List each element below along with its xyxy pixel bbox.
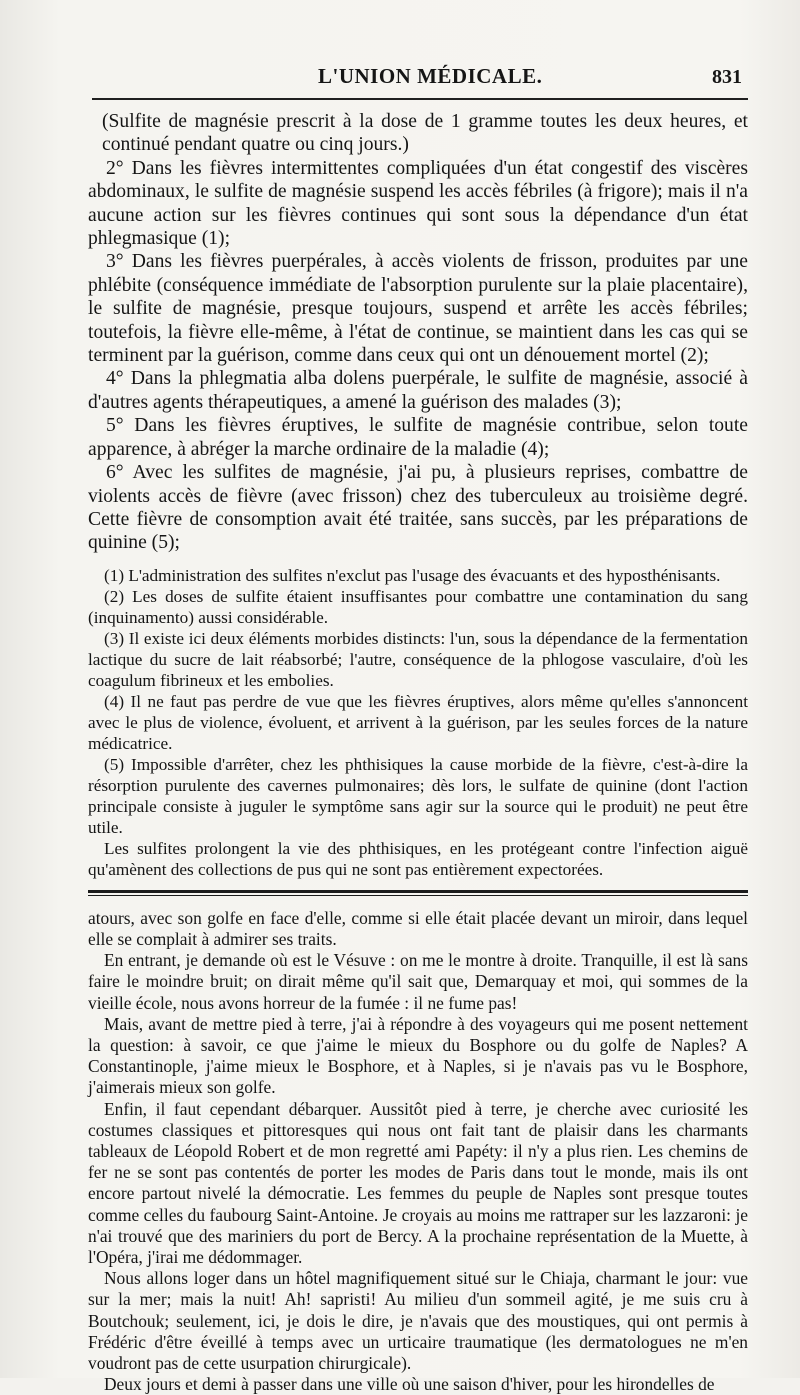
main-text	[88, 110, 748, 555]
paragraph: 2° Dans les fièvres intermittentes compliquées d'un état congestif des viscères abdominaux, le sulfite de magnésie suspend les accès fébriles (à frigore); mais il n'a aucune action sur les fièvres continues qui sont sous la dépendance d'un état phlegmasique (1);	[88, 157, 748, 250]
feuilleton-paragraph: Mais, avant de mettre pied à terre, j'ai à répondre à des voyageurs qui me posent nettement la question: à savoir, ce que j'aime le mieux du Bosphore ou du golfe de Naples? A Constantinople, j'aime mieux le Bosphore, et à Naples, si je n'avais pas vu le Bosphore, j'aimerais mieux son golfe.	[88, 1013, 748, 1098]
feuilleton-paragraph: Deux jours et demi à passer dans une ville où une saison d'hiver, pour les hirondelles de	[104, 1374, 715, 1395]
paragraph: 5° Dans les fièvres éruptives, le sulfite de magnésie contribue, selon toute apparence, à abréger la marche ordinaire de la maladie (4);	[88, 415, 748, 460]
paragraph: 3° Dans les fièvres puerpérales, à accès violents de frisson, produites par une phlébite (conséquence immédiate de l'absorption purulente sur la plaie placentaire), le sulfite de magnésie, presque toujours, suspend et arrête les accès fébriles; toutefois, la fièvre elle-même, à l'état de continue, se maintient dans les cas qui se terminent par la guérison, comme dans ceux qui ont un dénouement mortel (2);	[88, 251, 748, 367]
footnote: (5) Impossible d'arrêter, chez les phthisiques la cause morbide de la fièvre, c'est-à-dire la résorption purulente des cavernes pulmonaires; dès lors, le sulfate de quinine (dont l'action principale consiste à juguler le symptôme sans agir sur la source qui le produit) ne peut être utile.	[88, 754, 748, 837]
feuilleton-paragraph: atours, avec son golfe en face d'elle, comme si elle était placée devant un miroir, dans lequel elle se complait à admirer ses traits.	[88, 907, 748, 949]
feuilleton-paragraph: Enfin, il faut cependant débarquer. Aussitôt pied à terre, je cherche avec curiosité les costumes classiques et pittoresques qui nous ont fait tant de plaisir dans les charmants tableaux de Léopold Robert et de mon regretté ami Papéty: il n'y a plus rien. Les chemins de fer ne se sont pas contentés de porter les modes de Paris dans tout le monde, mais ils ont encore partout nivelé la démocratie. Les femmes du peuple de Naples sont presque toutes comme celles du faubourg Saint-Antoine. Je croyais au moins me rattraper sur les lazzaroni: je n'ai trouvé que des mariniers du port de Bercy. A la prochaine représentation de la Muette, à l'Opéra, j'irai me dédommager.	[88, 1098, 748, 1267]
feuilleton-separator	[88, 890, 748, 896]
running-title: L'UNION MÉDICALE.	[318, 64, 543, 88]
page-header	[88, 64, 748, 92]
footnote: (1) L'administration des sulfites n'exclut pas l'usage des évacuants et des hyposthénisants.	[104, 565, 721, 585]
paragraph: 4° Dans la phlegmatia alba dolens puerpérale, le sulfite de magnésie, associé à d'autres agents thérapeutiques, a amené la guérison des malades (3);	[88, 368, 748, 413]
footnote: Les sulfites prolongent la vie des phthisiques, en les protégeant contre l'infection aiguë qu'amènent des collections de pus qui ne sont pas entièrement expectorées.	[88, 838, 748, 879]
footnote: (3) Il existe ici deux éléments morbides distincts: l'un, sous la dépendance de la fermentation lactique du sucre de lait réabsorbé; l'autre, conséquence de la phlogose vasculaire, d'où les coagulum fibrineux et les embolies.	[88, 628, 748, 690]
paragraph: (Sulfite de magnésie prescrit à la dose de 1 gramme toutes les deux heures, et continué pendant quatre ou cinq jours.)	[102, 111, 748, 156]
footnote: (4) Il ne faut pas perdre de vue que les fièvres éruptives, alors même qu'elles s'annoncent avec le plus de violence, évoluent, et arrivent à la guérison, par les seules forces de la nature médicatrice.	[88, 691, 748, 753]
footnote: (2) Les doses de sulfite étaient insuffisantes pour combattre une contamination du sang (inquinamento) aussi considérable.	[88, 586, 748, 627]
feuilleton-paragraph: En entrant, je demande où est le Vésuve : on me le montre à droite. Tranquille, il est là sans faire le moindre bruit; on dirait même qu'il sait que, Demarquay et moi, qui sommes de la vieille école, nous avons horreur de la fumée : il ne fume pas!	[88, 950, 748, 1013]
feuilleton-paragraph: Nous allons loger dans un hôtel magnifiquement situé sur le Chiaja, charmant le jour: vue sur la mer; mais la nuit! Ah! sapristi! Au milieu d'un sommeil agité, je me suis cru à Boutchouk; seulement, ici, je dois le dire, je n'avais que des moustiques, qui ont permis à Frédéric d'être éveillé à temps avec un urticaire traumatique (les dermatologues ne m'en voudront pas de cette usurpation chirurgicale).	[88, 1268, 748, 1373]
footnotes	[88, 565, 748, 880]
paragraph: 6° Avec les sulfites de magnésie, j'ai pu, à plusieurs reprises, combattre de violents accès de fièvre (avec frisson) chez des tuberculeux au troisième degré. Cette fièvre de consomption avait été traitée, sans succès, par les préparations de quinine (5);	[88, 462, 748, 554]
feuilleton	[88, 908, 748, 1395]
header-rule	[92, 98, 748, 100]
page-number: 831	[712, 66, 742, 88]
